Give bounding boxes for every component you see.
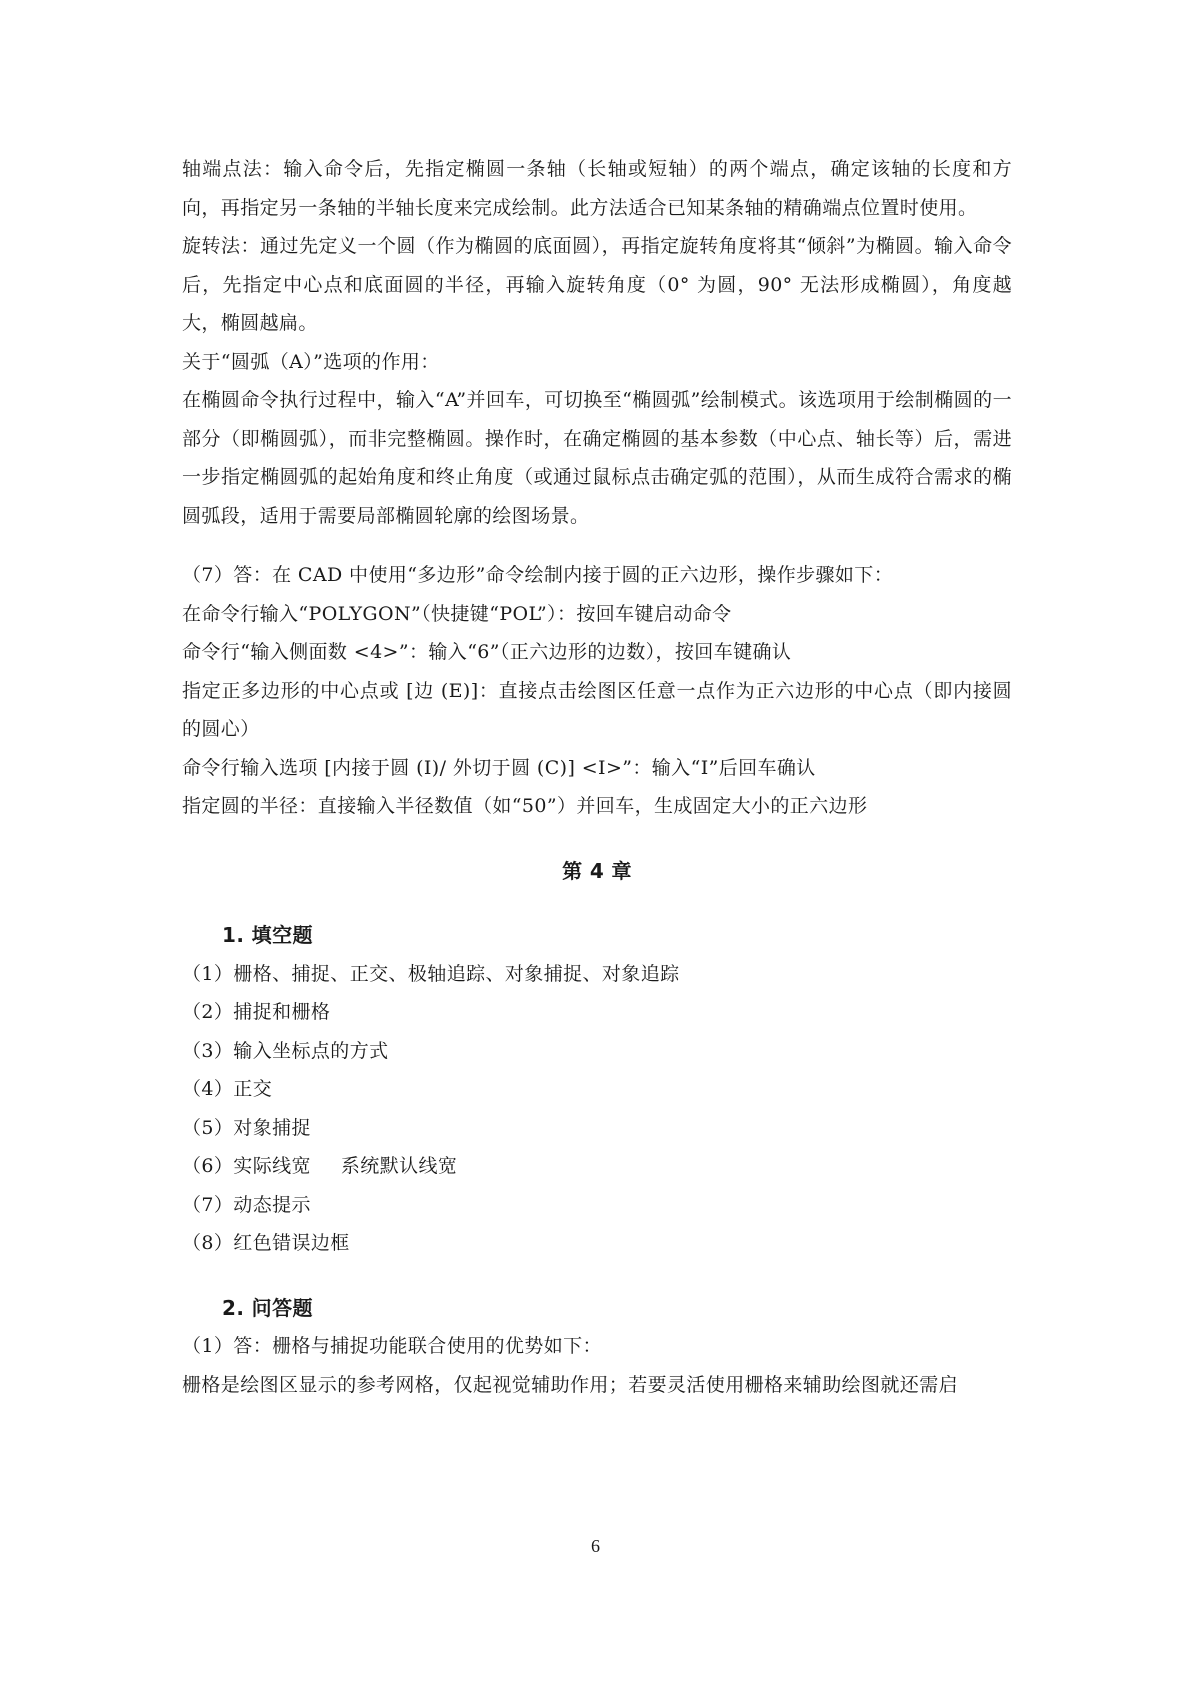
fill-in-item-5: （5）对象捕捉: [182, 1116, 311, 1139]
section-qa-title: 2. 问答题: [222, 1295, 313, 1320]
fill-in-item-6: [182, 1147, 1012, 1186]
chapter-title: 第 4 章: [562, 858, 632, 883]
fill-in-item-1: （1）栅格、捕捉、正交、极轴追踪、对象捕捉、对象追踪: [182, 962, 680, 985]
spacer: [182, 1263, 1012, 1289]
qa-answer-1-line-1: 栅格是绘图区显示的参考网格，仅起视觉辅助作用；若要灵活使用栅格来辅助绘图就还需启: [182, 1373, 959, 1396]
answer-7-step-1: 在命令行输入“POLYGON”（快捷键“POL”）：按回车键启动命令: [182, 602, 732, 625]
paragraph-axis-endpoint-method: 轴端点法：输入命令后，先指定椭圆一条轴（长轴或短轴）的两个端点，确定该轴的长度和方向，再指定另一条轴的半轴长度来完成绘制。此方法适合已知某条轴的精确端点位置时使用。: [182, 158, 1012, 219]
qa-answer-1-intro: （1）答：栅格与捕捉功能联合使用的优势如下：: [182, 1335, 602, 1357]
spacer: [182, 826, 1012, 852]
answer-7-step-5: 指定圆的半径：直接输入半径数值（如“50”）并回车，生成固定大小的正六边形: [182, 795, 868, 817]
answer-7-intro: （7）答：在 CAD 中使用“多边形”命令绘制内接于圆的正六边形，操作步骤如下：: [182, 564, 894, 586]
page-content: [182, 150, 1012, 1404]
fill-in-item-2: （2）捕捉和栅格: [182, 1001, 331, 1023]
fill-in-item-6-part-a: （6）实际线宽: [182, 1155, 311, 1177]
answer-7-step-2: 命令行“输入侧面数 <4>”：输入“6”（正六边形的边数），按回车键确认: [182, 641, 792, 663]
answer-7-step-4: 命令行输入选项 [内接于圆 (I)/ 外切于圆 (C)] <I>”：输入“I”后回车确认: [182, 756, 816, 779]
section-fill-in-title: 1. 填空题: [222, 923, 313, 947]
paragraph-arc-option-description: 在椭圆命令执行过程中，输入“A”并回车，可切换至“椭圆弧”绘制模式。该选项用于绘制椭圆的一部分（即椭圆弧），而非完整椭圆。操作时，在确定椭圆的基本参数（中心点、轴长等）后，需进一步指定椭圆弧的起始角度和终止角度（或通过鼠标点击确定弧的范围），从而生成符合需求的椭圆弧段，适用于需要局部椭圆轮廓的绘图场景。: [182, 389, 1012, 527]
page-number: 6: [591, 1536, 600, 1556]
fill-in-item-8: （8）红色错误边框: [182, 1232, 350, 1254]
paragraph-arc-option-heading: 关于“圆弧（A）”选项的作用：: [182, 350, 440, 373]
spacer: [182, 890, 1012, 916]
fill-in-item-7: （7）动态提示: [182, 1193, 311, 1216]
fill-in-item-6-part-b: 系统默认线宽: [340, 1155, 458, 1177]
fill-in-item-3: （3）输入坐标点的方式: [182, 1039, 389, 1062]
paragraph-rotation-method: 旋转法：通过先定义一个圆（作为椭圆的底面圆），再指定旋转角度将其“倾斜”为椭圆。输入命令后，先指定中心点和底面圆的半径，再输入旋转角度（0° 为圆，90° 无法形成椭圆），角度越大，椭圆越扁。: [182, 235, 1012, 334]
fill-in-item-4: （4）正交: [182, 1078, 273, 1100]
answer-7-step-3: 指定正多边形的中心点或 [边 (E)]：直接点击绘图区任意一点作为正六边形的中心点（即内接圆的圆心）: [182, 679, 1012, 740]
spacer: [182, 535, 1012, 556]
